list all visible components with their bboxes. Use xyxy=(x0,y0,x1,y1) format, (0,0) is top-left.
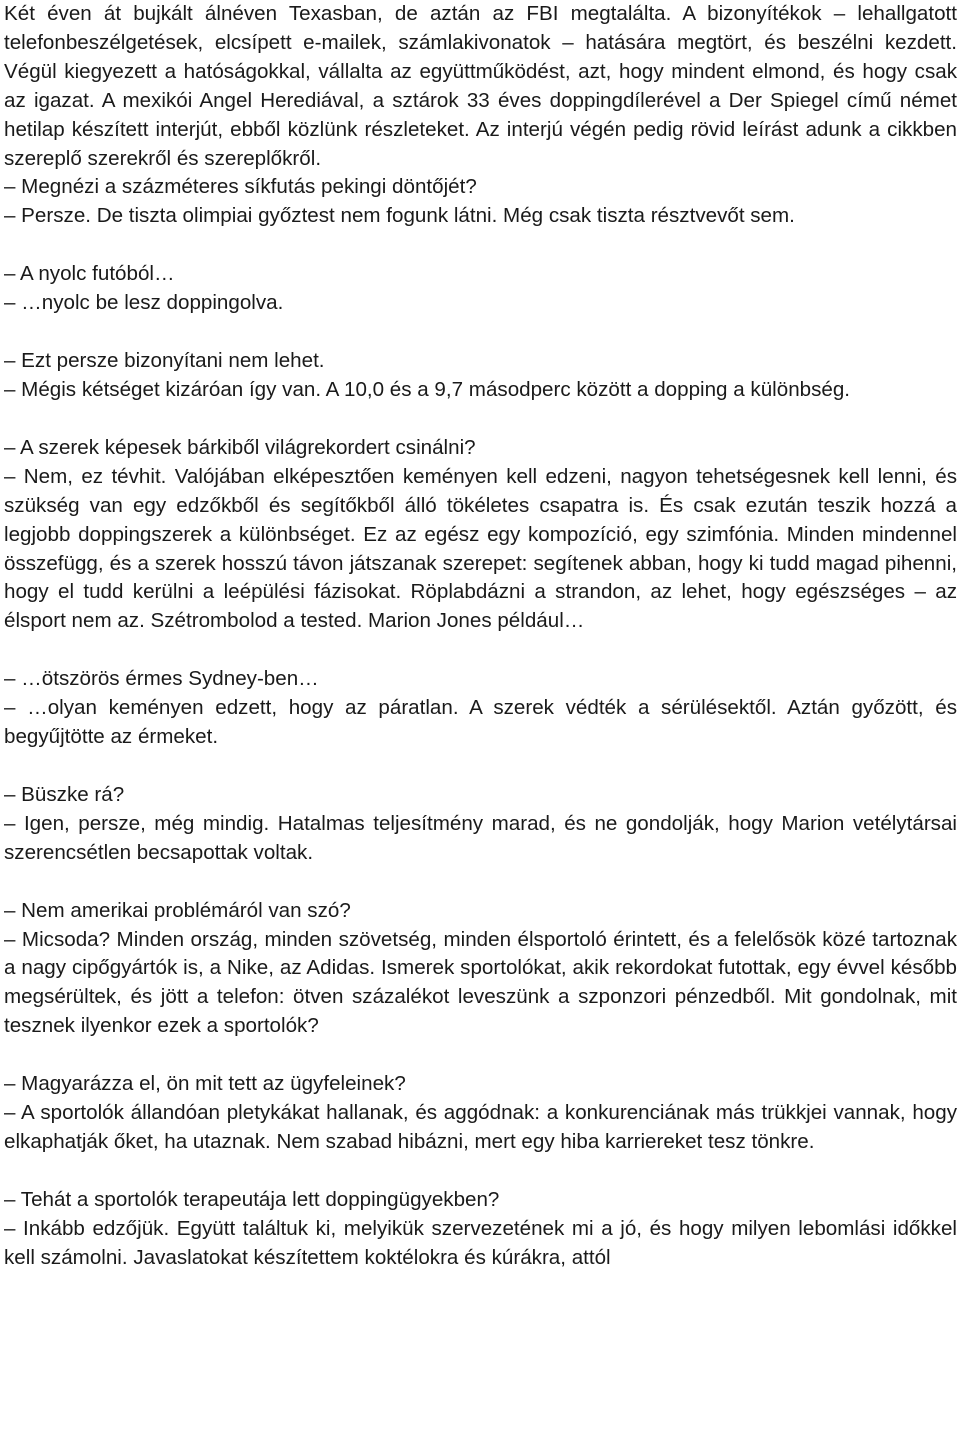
dialogue-line: – A sportolók állandóan pletykákat hallanak, és aggódnak: a konkurenciának más trükkjei vannak, hogy elkaphatják őket, ha utaznak. Nem szabad hibázni, mert egy hiba karriereket tesz tönkre. xyxy=(4,1101,957,1153)
dialogue-line: – Persze. De tiszta olimpiai győztest nem fogunk látni. Még csak tiszta résztvevőt sem. xyxy=(4,204,795,228)
dialogue-line: – Ezt persze bizonyítani nem lehet. xyxy=(4,349,325,373)
dialogue-line: – Nem amerikai problémáról van szó? xyxy=(4,898,351,922)
dialogue-line: – …nyolc be lesz doppingolva. xyxy=(4,291,284,315)
dialogue-line: – A szerek képesek bárkiből világrekordert csinálni? xyxy=(4,435,476,459)
dialogue-line: – Mégis kétséget kizáróan így van. A 10,0 és a 9,7 másodperc között a dopping a különbség. xyxy=(4,377,851,401)
dialogue-line: – Büszke rá? xyxy=(4,782,125,806)
dialogue-line: – …olyan keményen edzett, hogy az páratlan. A szerek védték a sérülésektől. Aztán győzött, és begyűjtötte az érmeket. xyxy=(4,696,957,749)
dialogue-line: – Megnézi a százméteres síkfutás pekingi döntőjét? xyxy=(4,175,477,199)
document-body xyxy=(4,0,957,1273)
dialogue-line: – Inkább edzőjük. Együtt találtuk ki, melyikük szervezetének mi a jó, és hogy milyen lebomlási időkkel kell számolni. Javaslatokat készítettem koktélokra és kúrákra, attól xyxy=(4,1216,957,1269)
dialogue-line: – Nem, ez tévhit. Valójában elképesztően keményen kell edzeni, nagyon tehetségesnek kell lenni, és szükség van egy edzőkből és segítőkből álló tökéletes csapatra is. És csak ezután teszik hozzá a legjobb doppingszerek a különbséget. Ez az egész egy kompozíció, egy szimfónia. Minden mindennel összefügg, és a szerek hosszú távon játszanak szerepet: segítenek abban, hogy ki tudd magad pihenni, hogy el tudd kerülni a leépülési fázisokat. Röplabdázni a strandon, az lehet, hogy egészséges – az élsport nem az. Szétrombolod a tested. Marion Jones például… xyxy=(4,464,957,633)
dialogue-line: – …ötszörös érmes Sydney-ben… xyxy=(4,667,319,691)
intro-paragraph: Két éven át bujkált álnéven Texasban, de aztán az FBI megtalálta. A bizonyítékok – lehallgatott telefonbeszélgetések, elcsípett e-mailek, számlakivonatok – hatására megtört, és beszélni kezdett. Végül kiegyezett a hatóságokkal, vállalta az együttműködést, azt, hogy mindent elmond, és hogy csak az igazat. A mexikói Angel Herediával, a sztárok 33 éves doppingdílerével a Der Spiegel című német hetilap készített interjút, ebből közlünk részleteket. Az interjú végén pedig rövid leírást adunk a cikkben szereplő szerekről és szereplőkről. xyxy=(4,2,957,170)
dialogue-line: – Magyarázza el, ön mit tett az ügyfeleinek? xyxy=(4,1072,406,1096)
dialogue-line: – Micsoda? Minden ország, minden szövetség, minden élsportoló érintett, és a felelősök közé tartoznak a nagy cipőgyártók is, a Nike, az Adidas. Ismerek sportolókat, akik rekordokat futottak, egy évvel később megsérültek, és jött a telefon: ötven százalékot leveszünk a szponzori pénzedből. Mit gondolnak, mit tesznek ilyenkor ezek a sportolók? xyxy=(4,927,957,1038)
dialogue-line: – Igen, persze, még mindig. Hatalmas teljesítmény marad, és ne gondolják, hogy Marion vetélytársai szerencsétlen becsapottak voltak. xyxy=(4,811,957,864)
dialogue-line: – A nyolc futóból… xyxy=(4,262,175,286)
dialogue-line: – Tehát a sportolók terapeutája lett doppingügyekben? xyxy=(4,1187,500,1211)
